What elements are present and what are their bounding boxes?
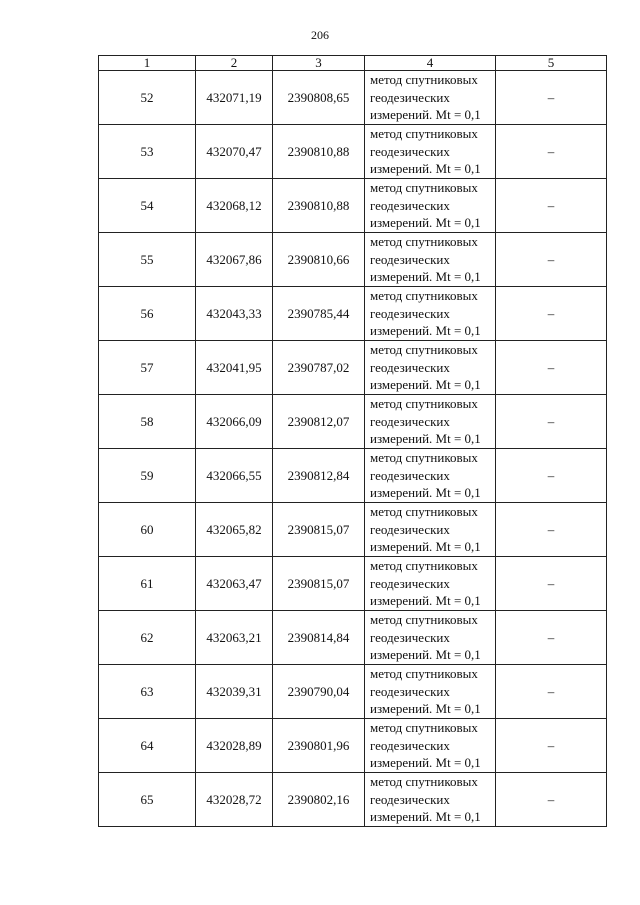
- point-number: 53: [99, 125, 196, 179]
- method-line: измерений. Mt = 0,1: [370, 107, 481, 123]
- table-row: [99, 665, 607, 719]
- table-row: [99, 179, 607, 233]
- coordinate-y: 2390812,84: [273, 449, 365, 503]
- point-number: 62: [99, 611, 196, 665]
- coordinate-x: 432041,95: [196, 341, 273, 395]
- point-number: 57: [99, 341, 196, 395]
- point-number: 54: [99, 179, 196, 233]
- point-number: 52: [99, 71, 196, 125]
- method-line: измерений. Mt = 0,1: [370, 647, 481, 663]
- note-cell: –: [496, 179, 607, 233]
- point-number: 55: [99, 233, 196, 287]
- point-number: 58: [99, 395, 196, 449]
- coordinate-y: 2390790,04: [273, 665, 365, 719]
- coordinate-x: 432071,19: [196, 71, 273, 125]
- method-line: измерений. Mt = 0,1: [370, 269, 481, 285]
- method-line: геодезических: [370, 521, 450, 537]
- point-number: 59: [99, 449, 196, 503]
- point-number: 64: [99, 719, 196, 773]
- method-description: [365, 773, 496, 827]
- method-line: метод спутниковых: [370, 396, 478, 412]
- method-line: метод спутниковых: [370, 450, 478, 466]
- point-number: 63: [99, 665, 196, 719]
- table-row: [99, 719, 607, 773]
- note-cell: –: [496, 665, 607, 719]
- method-line: измерений. Mt = 0,1: [370, 215, 481, 231]
- method-line: метод спутниковых: [370, 180, 478, 196]
- coordinate-x: 432028,89: [196, 719, 273, 773]
- table-row: [99, 611, 607, 665]
- note-cell: –: [496, 611, 607, 665]
- method-description: [365, 719, 496, 773]
- method-description: [365, 71, 496, 125]
- method-line: метод спутниковых: [370, 558, 478, 574]
- method-description: [365, 341, 496, 395]
- table-row: [99, 341, 607, 395]
- column-header: 2: [196, 56, 273, 71]
- method-description: [365, 233, 496, 287]
- note-cell: –: [496, 395, 607, 449]
- method-line: геодезических: [370, 629, 450, 645]
- note-cell: –: [496, 503, 607, 557]
- coordinate-y: 2390812,07: [273, 395, 365, 449]
- method-line: измерений. Mt = 0,1: [370, 755, 481, 771]
- method-line: метод спутниковых: [370, 720, 478, 736]
- point-number: 61: [99, 557, 196, 611]
- method-line: метод спутниковых: [370, 72, 478, 88]
- method-line: геодезических: [370, 467, 450, 483]
- method-line: метод спутниковых: [370, 288, 478, 304]
- table-row: [99, 557, 607, 611]
- point-number: 56: [99, 287, 196, 341]
- table-row: [99, 449, 607, 503]
- method-line: метод спутниковых: [370, 504, 478, 520]
- column-header: 3: [273, 56, 365, 71]
- table-row: [99, 503, 607, 557]
- method-line: геодезических: [370, 791, 450, 807]
- note-cell: –: [496, 719, 607, 773]
- method-line: метод спутниковых: [370, 126, 478, 142]
- method-description: [365, 611, 496, 665]
- method-line: измерений. Mt = 0,1: [370, 701, 481, 717]
- note-cell: –: [496, 233, 607, 287]
- table-row: [99, 287, 607, 341]
- method-line: геодезических: [370, 575, 450, 591]
- method-description: [365, 125, 496, 179]
- method-line: метод спутниковых: [370, 234, 478, 250]
- coordinate-x: 432063,21: [196, 611, 273, 665]
- method-line: метод спутниковых: [370, 612, 478, 628]
- method-description: [365, 395, 496, 449]
- note-cell: –: [496, 557, 607, 611]
- coordinate-x: 432039,31: [196, 665, 273, 719]
- coordinate-y: 2390785,44: [273, 287, 365, 341]
- coordinate-x: 432070,47: [196, 125, 273, 179]
- coordinate-x: 432067,86: [196, 233, 273, 287]
- method-line: измерений. Mt = 0,1: [370, 161, 481, 177]
- column-header: 5: [496, 56, 607, 71]
- method-line: геодезических: [370, 305, 450, 321]
- coordinate-x: 432066,55: [196, 449, 273, 503]
- method-line: геодезических: [370, 197, 450, 213]
- method-description: [365, 179, 496, 233]
- method-line: измерений. Mt = 0,1: [370, 539, 481, 555]
- note-cell: –: [496, 449, 607, 503]
- note-cell: –: [496, 287, 607, 341]
- method-line: геодезических: [370, 89, 450, 105]
- note-cell: –: [496, 71, 607, 125]
- coordinate-y: 2390808,65: [273, 71, 365, 125]
- table-row: [99, 125, 607, 179]
- method-line: измерений. Mt = 0,1: [370, 485, 481, 501]
- method-description: [365, 665, 496, 719]
- method-line: геодезических: [370, 683, 450, 699]
- method-line: геодезических: [370, 251, 450, 267]
- method-line: измерений. Mt = 0,1: [370, 431, 481, 447]
- column-header: 4: [365, 56, 496, 71]
- method-line: измерений. Mt = 0,1: [370, 323, 481, 339]
- method-description: [365, 503, 496, 557]
- method-line: геодезических: [370, 359, 450, 375]
- method-line: метод спутниковых: [370, 666, 478, 682]
- page-number: 206: [311, 28, 329, 42]
- table-row: [99, 71, 607, 125]
- coordinate-y: 2390802,16: [273, 773, 365, 827]
- method-line: геодезических: [370, 737, 450, 753]
- method-line: геодезических: [370, 413, 450, 429]
- method-line: измерений. Mt = 0,1: [370, 809, 481, 825]
- coordinate-y: 2390815,07: [273, 557, 365, 611]
- method-line: метод спутниковых: [370, 774, 478, 790]
- coordinate-y: 2390814,84: [273, 611, 365, 665]
- method-line: измерений. Mt = 0,1: [370, 593, 481, 609]
- coordinate-y: 2390801,96: [273, 719, 365, 773]
- table-row: [99, 395, 607, 449]
- table-row: [99, 233, 607, 287]
- method-line: геодезических: [370, 143, 450, 159]
- method-description: [365, 557, 496, 611]
- coordinate-x: 432065,82: [196, 503, 273, 557]
- coordinate-x: 432043,33: [196, 287, 273, 341]
- point-number: 60: [99, 503, 196, 557]
- note-cell: –: [496, 773, 607, 827]
- note-cell: –: [496, 341, 607, 395]
- coordinate-x: 432066,09: [196, 395, 273, 449]
- coordinate-y: 2390815,07: [273, 503, 365, 557]
- header-row: [99, 56, 607, 71]
- coordinate-x: 432028,72: [196, 773, 273, 827]
- coordinate-x: 432063,47: [196, 557, 273, 611]
- column-header: 1: [99, 56, 196, 71]
- coordinate-y: 2390787,02: [273, 341, 365, 395]
- coordinate-x: 432068,12: [196, 179, 273, 233]
- coordinates-table: [98, 55, 607, 827]
- table-row: [99, 773, 607, 827]
- coordinate-y: 2390810,88: [273, 179, 365, 233]
- method-description: [365, 449, 496, 503]
- method-line: метод спутниковых: [370, 342, 478, 358]
- point-number: 65: [99, 773, 196, 827]
- coordinate-y: 2390810,66: [273, 233, 365, 287]
- method-description: [365, 287, 496, 341]
- note-cell: –: [496, 125, 607, 179]
- table-body: [99, 71, 607, 827]
- coordinate-y: 2390810,88: [273, 125, 365, 179]
- method-line: измерений. Mt = 0,1: [370, 377, 481, 393]
